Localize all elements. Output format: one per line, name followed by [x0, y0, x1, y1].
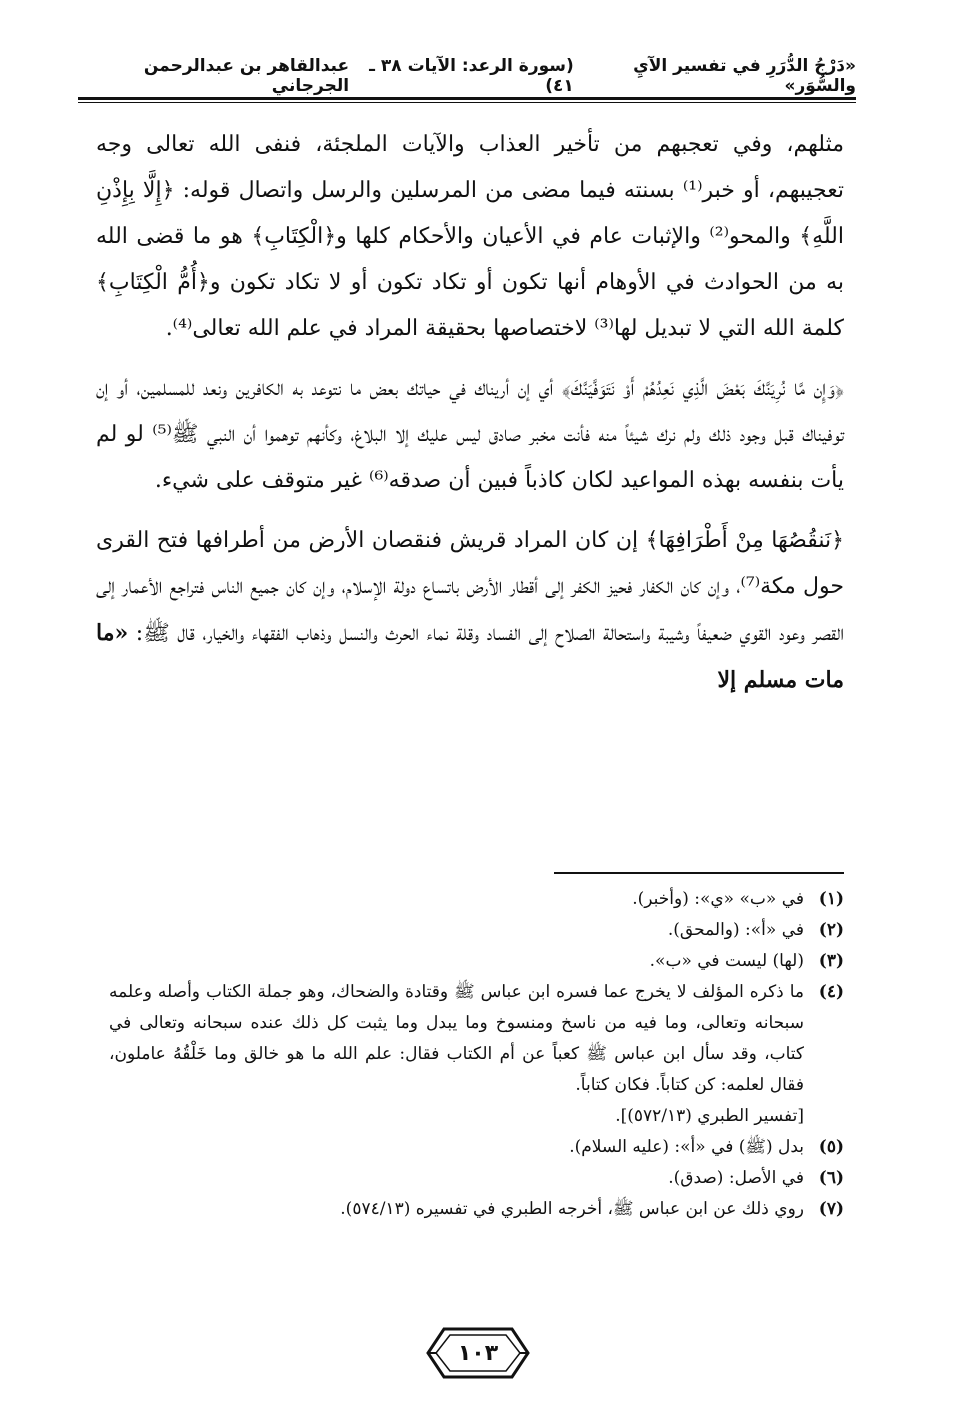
page-number-ornament: [424, 1325, 532, 1381]
hadith-quote: «ما مات مسلم إلا: [96, 620, 844, 693]
paragraph-1: [96, 122, 844, 352]
surah-reference: (سورة الرعد: الآيات ٣٨ ـ ٤١): [369, 56, 574, 96]
footnote-number: [804, 1101, 844, 1132]
footnote-text: ما ذكره المؤلف لا يخرج عما فسره ابن عباس ﷺ وقتادة والضحاك، وهو جملة الكتاب وأصله وعلمه سبحانه وتعالى، وما فيه من ناسخ ومنسوخ وما يبدل وما يثبت كل ذلك عنده سبحانه وتعالى في كتاب، وقد سأل ابن عباس ﷺ كعباً عن أم الكتاب فقال: علم الله ما هو خالق وما خَلْقُهُ عاملون، فقال لعلمه: كن كتاباً. فكان كتاباً.: [109, 982, 804, 1095]
footnote: [109, 915, 844, 946]
paragraph-2-text: ﴿وَإِن مَّا نُرِيَنَّكَ بَعْضَ الَّذِي نَعِدُهُمْ أَوْ نَتَوَفَّيَنَّكَ﴾ أي إن أريناك في حياتك بعض ما نتوعد به الكافرين ونعد للمسلمين، أو إن توفيناك قبل وجود ذلك ولم نرك شيئاً منه فأنت مخبر صادق ليس عليك إلا البلاغ، وكأنهم توهموا أن النبي ﷺ⁽⁵⁾ لو لم يأت بنفسه بهذه المواعيد لكان كاذباً فبين أن صدقه⁽⁶⁾ غير متوقف على شيء.: [96, 376, 844, 493]
footnote: [109, 1132, 844, 1163]
paragraph-3-body: [96, 518, 844, 704]
footnote: [109, 884, 844, 915]
footnote-text: في «ب» «ي»: (وأخبر).: [632, 889, 804, 909]
footnote-citation: [109, 1101, 844, 1132]
footnote: [109, 946, 844, 977]
footnote: [109, 1163, 844, 1194]
footnote-number: (٦): [818, 1168, 844, 1188]
paragraph-3-text: ﴿نَنقُصُهَا مِنْ أَطْرَافِهَا﴾ إن كان المراد قريش فنقصان الأرض من أطرافها فتح القرى حول مكة⁽⁷⁾، وإن كان الكفار فحيز الكفر إلى أقطار الأرض باتساع دولة الإسلام، وإن كان جميع الناس فتراجع الأعمار إلى القصر وعود القوي ضعيفاً وشيبة واستحالة الصلاح إلى الفساد وقلة نماء الحرث والنسل وذهاب الفقهاء والخيار، قال ﷺ:: [96, 528, 844, 646]
footnote-number: (٤): [818, 982, 844, 1002]
footnote-number: (٧): [818, 1199, 844, 1219]
book-title: «دَرْجُ الدُّرَرِ في تفسير الآيِ والسُّوَر»: [633, 56, 856, 96]
footnotes: [109, 884, 844, 1225]
footnote-text: [تفسير الطبري (٥٧٢/١٣)].: [615, 1106, 804, 1126]
footnote-text: في الأصل: (صدق).: [668, 1168, 804, 1188]
footnote-text: بدل (ﷺ) في «أ»: (عليه السلام).: [569, 1137, 804, 1157]
header-rule: [78, 97, 856, 100]
author-name: عبدالقاهر بن عبدالرحمن الجرجاني: [143, 56, 350, 96]
running-header: [78, 58, 856, 94]
page-number: ١٠٣: [457, 1340, 499, 1366]
footnote-text: روي ذلك عن ابن عباس ﷺ، أخرجه الطبري في تفسيره (٥٧٤/١٣).: [340, 1199, 804, 1219]
footnote-number: (١): [818, 889, 844, 909]
footnote: [109, 1194, 844, 1225]
footnote: [109, 977, 844, 1101]
footnote-text: (لها) ليست في «ب».: [649, 951, 804, 971]
footnote-number: (٥): [818, 1137, 844, 1157]
footnote-text: في «أ»: (والمحق).: [667, 920, 804, 940]
footnote-separator: [554, 872, 844, 874]
header-rule-thin: [78, 102, 856, 103]
footnote-number: (٣): [818, 951, 844, 971]
paragraph-3: [96, 518, 844, 704]
main-text: [96, 122, 844, 718]
paragraph-2: [96, 366, 844, 504]
paragraph-1-text: مثلهم، وفي تعجبهم من تأخير العذاب والآيات الملجئة، فنفى الله تعالى وجه تعجيبهم، أو خبر⁽¹⁾ بسنته فيما مضى من المرسلين والرسل واتصال قوله: ﴿إِلَّا بِإِذْنِ اللَّهِ﴾ والمحو⁽²⁾ والإثبات عام في الأعيان والأحكام كلها و﴿الْكِتَابِ﴾ هو ما قضى الله به من الحوادث في الأوهام أنها تكون أو تكاد تكون أو لا تكاد تكون و﴿أُمُّ الْكِتَابِ﴾ كلمة الله التي لا تبديل لها⁽³⁾ لاختصاصها بحقيقة المراد في علم الله تعالى⁽⁴⁾.: [96, 132, 845, 341]
footnote-number: (٢): [818, 920, 844, 940]
